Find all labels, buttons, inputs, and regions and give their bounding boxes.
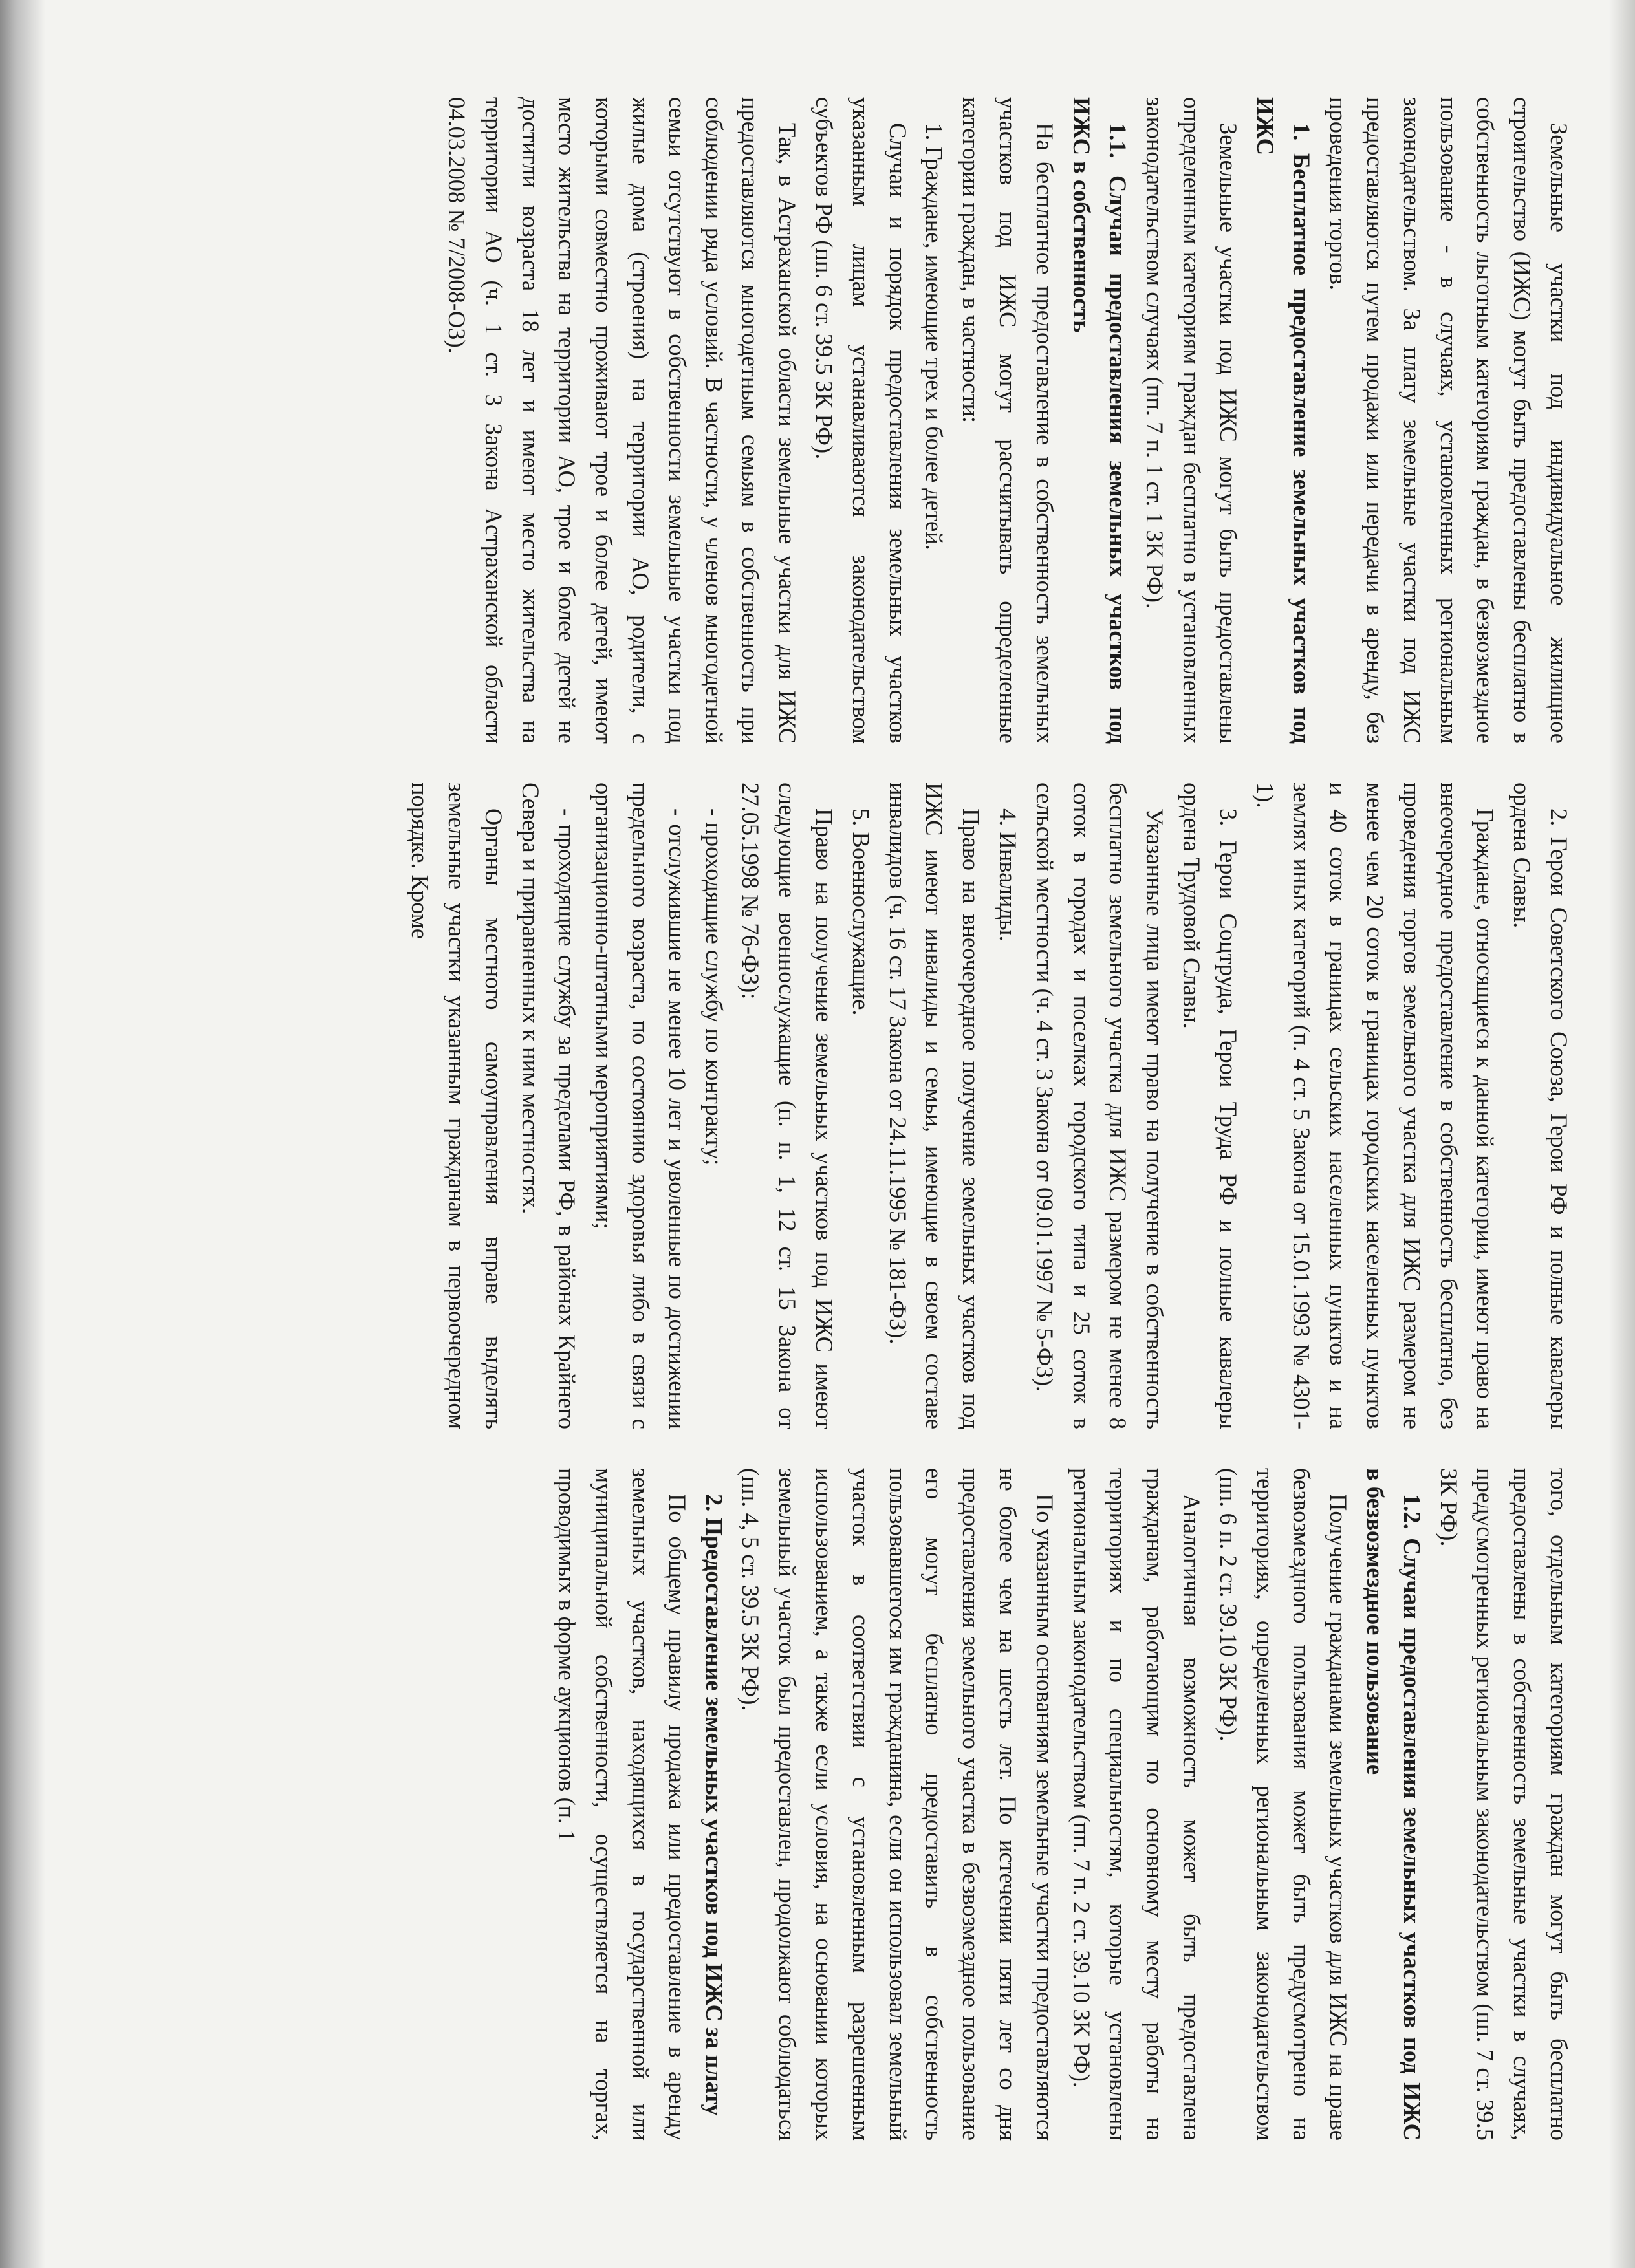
paragraph: Так, в Астраханской области земельные участки для ИЖС предоставляются многодетным семьям в собственность при соблюдении ряда условий. В частности, у членов многодетной семьи отсутствуют в собственности земельные участки под жилые дома (строения) на территории АО, родители, с которыми совместно проживают трое и более детей, имеют место жительства на территории АО, трое и более детей не достигли возраста 18 лет и имеют место жительства на территории АО (ч. 1 ст. 3 Закона Астраханской области 04.03.2008 № 7/2008-ОЗ). <box>444 97 801 744</box>
paragraph: Аналогичная возможность может быть предоставлена гражданам, работающим по основному месту работы на территориях и по специальностям, которые установлены региональным законодательством (пп. 7 п. 2 ст. 39.10 ЗК РФ). <box>1068 1468 1206 2141</box>
section-heading-1-2: 1.2. Случаи предоставления земельных участков под ИЖС в безвозмездное пользование <box>1362 1468 1425 2141</box>
list-item: 3. Герои Соцтруда, Герои Труда РФ и полные кавалеры ордена Трудовой Славы. <box>1178 783 1242 1429</box>
scan-bottom-edge-shadow <box>0 0 45 2268</box>
text-column-1 <box>63 97 1577 744</box>
section-heading-1: 1. Бесплатное предоставление земельных участков под ИЖС <box>1251 97 1316 744</box>
paragraph: Земельные участки под индивидуальное жилищное строительство (ИЖС) могут быть предоставлены бесплатно в собственность льготным категориям граждан, в безвозмездное пользование - в случаях, установленных региональным законодательством. За плату земельные участки под ИЖС предоставляются путем продажи или передачи в аренду, без проведения торгов. <box>1325 97 1572 744</box>
paragraph: Земельные участки под ИЖС могут быть предоставлены определенным категориям граждан бесплатно в установленных законодательством случаях (пп. 7 п. 1 ст. 1 ЗК РФ). <box>1142 97 1242 744</box>
paragraph: Указанные лица имеют право на получение в собственность бесплатно земельного участка для ИЖС размером не менее 8 соток в городах и поселках городского типа и 25 соток в сельской местности (ч. 4 ст. 3 Закона от 09.01.1997 № 5-ФЗ). <box>1031 783 1169 1429</box>
paragraph: По указанным основаниям земельные участки предоставляются не более чем на шесть лет. По истечении пяти лет со дня предоставления земельного участка в безвозмездное пользование его могут бесплатно предоставить в собственность пользовавшегося им гражданина, если он использовал земельный участок в соответствии с установленным разрешенным использованием, а также если условия, на основании которых земельный участок был предоставлен, продолжают соблюдаться (пп. 4, 5 ст. 39.5 ЗК РФ). <box>737 1468 1058 2141</box>
list-item: 2. Герои Советского Союза, Герои РФ и полные кавалеры ордена Славы. <box>1509 783 1572 1429</box>
paragraph: Получение гражданами земельных участков для ИЖС на праве безвозмездного пользования может быть предусмотрено на территориях, определенных региональным законодательством (пп. 6 п. 2 ст. 39.10 ЗК РФ). <box>1215 1468 1352 2141</box>
list-item: 5. Военнослужащие. <box>847 808 874 1016</box>
list-item: 4. Инвалиды. <box>995 808 1022 942</box>
bullet-item: - проходящие службу по контракту; <box>700 808 728 1166</box>
paragraph: Право на получение земельных участков под ИЖС имеют следующие военнослужащие (п. п. 1, 12 ст. 15 Закона от 27.05.1998 № 76-ФЗ): <box>737 783 838 1429</box>
paragraph: На бесплатное предоставление в собственность земельных участков под ИЖС могут рассчитывать определенные категории граждан, в частности: <box>958 97 1058 744</box>
paragraph: Органы местного самоуправления вправе выделять земельные участки указанным гражданам в первоочередном порядке. Кроме <box>407 783 507 1429</box>
scan-top-edge <box>1609 0 1635 2268</box>
bullet-item: - проходящие службу за пределами РФ, в районах Крайнего Севера и приравненных к ним местностях. <box>517 783 581 1429</box>
paragraph: По общему правилу продажа или предоставление в аренду земельных участков, находящихся в государственной или муниципальной собственности, осуществляется на торгах, проводимых в форме аукционов (п. 1 <box>554 1468 691 2141</box>
text-column-2 <box>63 783 1577 1429</box>
section-heading-2: 2. Предоставление земельных участков под ИЖС за плату <box>700 1494 728 2116</box>
list-item: 1. Граждане, имеющие трех и более детей. <box>921 123 948 550</box>
bullet-item: - отслужившие не менее 10 лет и уволенные по достижении предельного возраста, по состоянию здоровья либо в связи с организационно-штатными мероприятиями; <box>590 783 691 1429</box>
paragraph: Случаи и порядок предоставления земельных участков указанным лицам устанавливаются законодательством субъектов РФ (пп. 6 ст. 39.5 ЗК РФ). <box>811 97 911 744</box>
text-column-3 <box>63 1468 1577 2141</box>
paragraph: Граждане, относящиеся к данной категории, имеют право на внеочередное предоставление в собственность бесплатно, без проведения торгов земельного участка для ИЖС размером не менее чем 20 соток в границах городских населенных пунктов и 40 соток в границах сельских населенных пунктов и на землях иных категорий (п. 4 ст. 5 Закона от 15.01.1993 № 4301-1). <box>1251 783 1499 1429</box>
section-heading-1-1: 1.1. Случаи предоставления земельных участков под ИЖС в собственность <box>1068 97 1132 744</box>
paragraph: того, отдельным категориям граждан могут быть бесплатно предоставлены в собственность земельные участки в случаях, предусмотренных региональным законодательством (пп. 7 ст. 39.5 ЗК РФ). <box>1435 1468 1572 2141</box>
paragraph: Право на внеочередное получение земельных участков под ИЖС имеют инвалиды и семьи, имеющие в своем составе инвалидов (ч. 16 ст. 17 Закона от 24.11.1995 № 181-ФЗ). <box>884 783 985 1429</box>
